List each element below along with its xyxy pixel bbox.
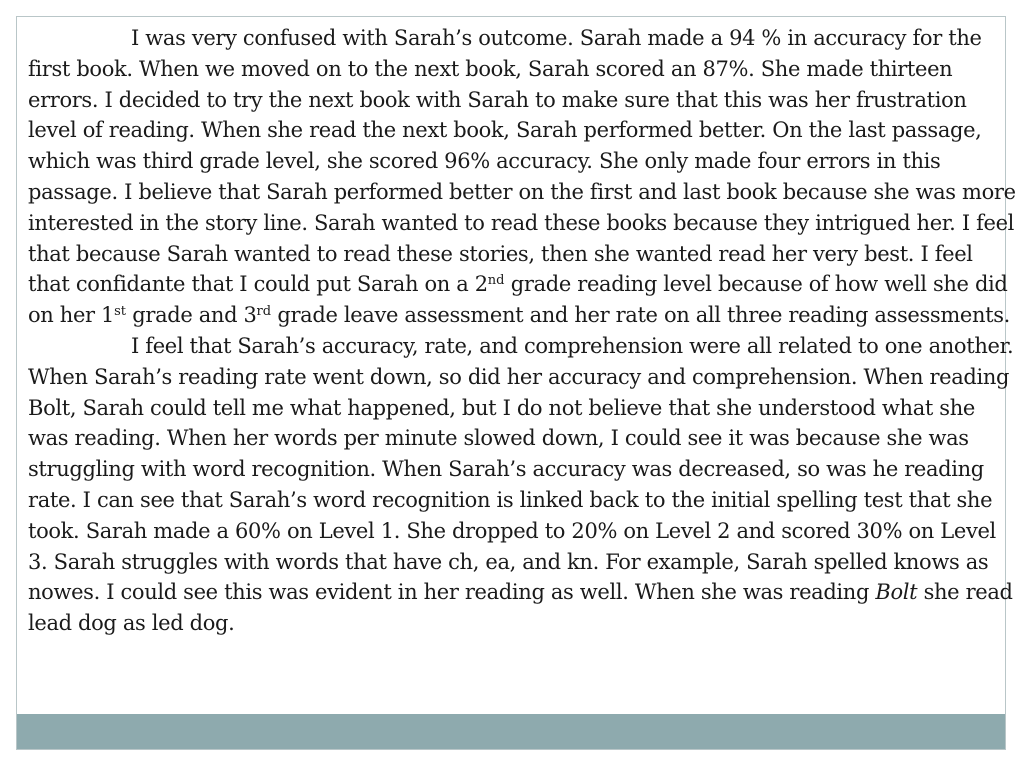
paragraph-1-text-c: grade and 3 (125, 303, 257, 328)
superscript-nd: nd (487, 273, 505, 289)
paragraph-2-text-b: she read lead dog as led dog. (28, 580, 1013, 636)
paragraph-2 (28, 331, 1018, 639)
book-title-bolt: Bolt (875, 580, 918, 605)
superscript-st: st (114, 304, 126, 320)
paragraph-1-text-a: I was very confused with Sarah’s outcome. Sarah made a 94 % in accuracy for the first book. When we moved on to the next book, Sarah scored an 87%. She made thirteen errors. I decided to try the next book with Sarah to make sure that this was her frustration level of reading. When she read the next book, Sarah performed better. On the last passage, which was third grade level, she scored 96% accuracy. She only made four errors in this passage. I believe that Sarah performed better on the first and last book because she was more interested in the story line. Sarah wanted to read these books because they intrigued her. I feel that because Sarah wanted to read these stories, then she wanted read her very best. I feel that confidante that I could put Sarah on a 2 (28, 26, 1016, 297)
paragraph-2-text-a: I feel that Sarah’s accuracy, rate, and comprehension were all related to one another. When Sarah’s reading rate went down, so did her accuracy and comprehension. When reading Bolt, Sarah could tell me what happened, but I do not believe that she understood what she was reading. When her words per minute slowed down, I could see it was because she was struggling with word recognition. When Sarah’s accuracy was decreased, so was he reading rate. I can see that Sarah’s word recognition is linked back to the initial spelling test that she took. Sarah made a 60% on Level 1. She dropped to 20% on Level 2 and scored 30% on Level 3. Sarah struggles with words that have ch, ea, and kn. For example, Sarah spelled knows as nowes. I could see this was evident in her reading as well. When she was reading (28, 333, 1014, 605)
slide-body-text (28, 23, 1018, 639)
paragraph-1-text-d: grade leave assessment and her rate on all three reading assessments. (271, 303, 1011, 328)
superscript-rd: rd (256, 304, 272, 320)
slide-frame (16, 16, 1016, 750)
footer-bar (17, 714, 1005, 749)
paragraph-1-text-b: grade reading level because of how well she did on her 1 (28, 272, 1008, 328)
paragraph-1 (28, 23, 1018, 331)
